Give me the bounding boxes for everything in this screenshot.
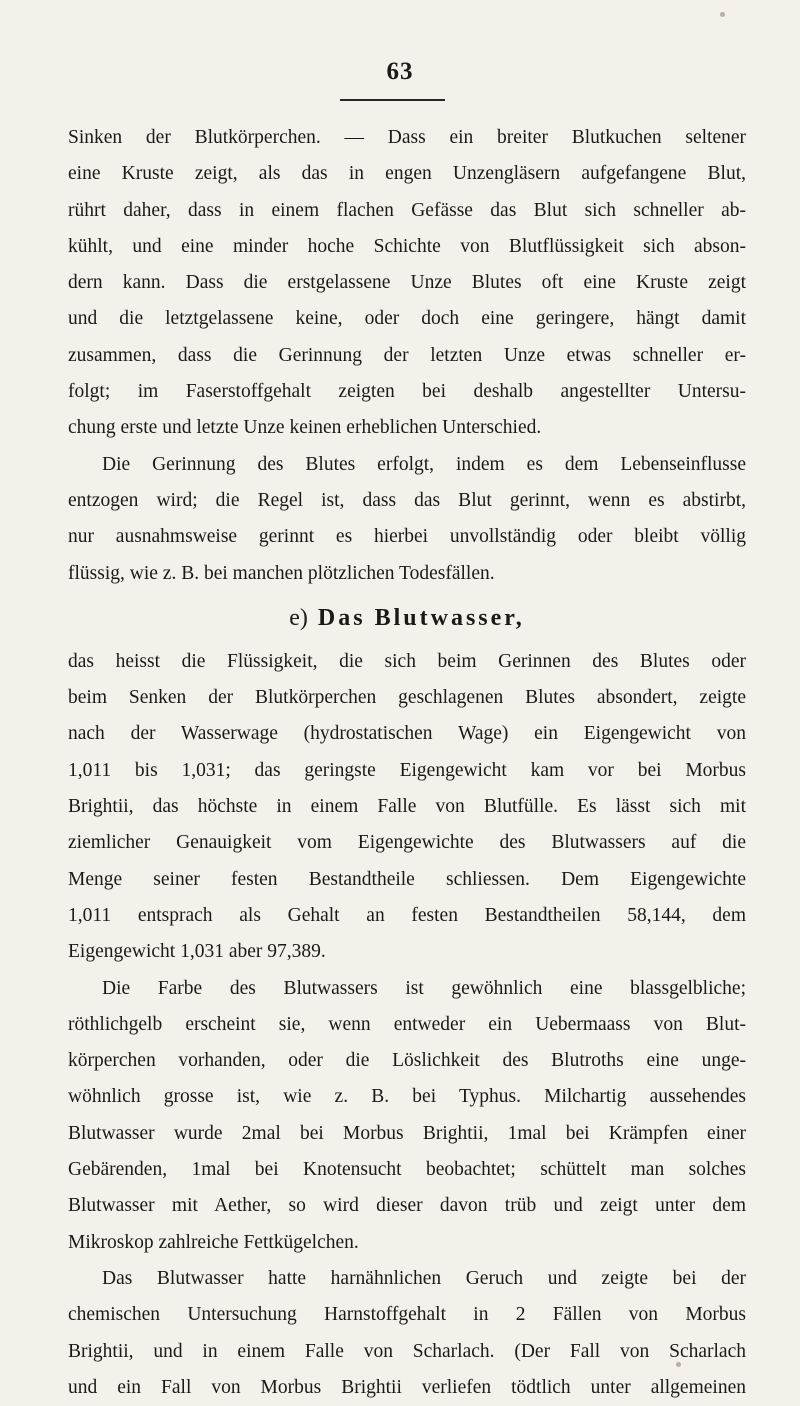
text-line: flüssig, wie z. B. bei manchen plötzlichen Todesfällen. bbox=[68, 562, 495, 584]
text-line: das heisst die Flüssigkeit, die sich beim Gerinnen des Blutes oder bbox=[68, 650, 746, 672]
paragraph-5 bbox=[68, 1261, 746, 1406]
text-line: dern kann. Dass die erstgelassene Unze Blutes oft eine Kruste zeigt bbox=[68, 272, 746, 294]
paragraph-1 bbox=[68, 120, 746, 447]
page-number: 63 bbox=[386, 58, 414, 85]
text-line: kühlt, und eine minder hoche Schichte von Blutflüssigkeit sich abson- bbox=[68, 235, 746, 257]
section-heading bbox=[68, 592, 746, 644]
text-line: wöhnlich grosse ist, wie z. B. bei Typhus. Milchartig aussehendes bbox=[68, 1086, 746, 1108]
text-line: Brightii, und in einem Falle von Scharlach. (Der Fall von Scharlach bbox=[68, 1340, 746, 1362]
paragraph-2 bbox=[68, 447, 746, 592]
text-line: chemischen Untersuchung Harnstoffgehalt in 2 Fällen von Morbus bbox=[68, 1304, 746, 1326]
section-title: Das Blutwasser, bbox=[317, 604, 525, 631]
text-line: ziemlicher Genauigkeit vom Eigengewichte des Blutwassers auf die bbox=[68, 832, 746, 854]
text-line: eine Kruste zeigt, als das in engen Unzengläsern aufgefangene Blut, bbox=[68, 163, 746, 185]
paragraph-3 bbox=[68, 644, 746, 971]
text-line: Die Gerinnung des Blutes erfolgt, indem es dem Lebenseinflusse bbox=[102, 453, 746, 475]
text-line: nur ausnahmsweise gerinnt es hierbei unvollständig oder bleibt völlig bbox=[68, 526, 746, 548]
text-line: entzogen wird; die Regel ist, dass das Blut gerinnt, wenn es abstirbt, bbox=[68, 489, 746, 511]
text-line: 1,011 entsprach als Gehalt an festen Bestandtheilen 58,144, dem bbox=[68, 904, 746, 926]
text-line: Das Blutwasser hatte harnähnlichen Geruch und zeigte bei der bbox=[102, 1267, 746, 1289]
text-line: körperchen vorhanden, oder die Löslichkeit des Blutroths eine unge- bbox=[68, 1050, 746, 1072]
text-line: Eigengewicht 1,031 aber 97,389. bbox=[68, 941, 326, 963]
text-line: Die Farbe des Blutwassers ist gewöhnlich eine blassgelbliche; bbox=[102, 977, 746, 999]
text-line: Brightii, das höchste in einem Falle von Blutfülle. Es lässt sich mit bbox=[68, 796, 746, 818]
text-line: beim Senken der Blutkörperchen geschlagenen Blutes absondert, zeigte bbox=[68, 687, 746, 709]
text-line: Sinken der Blutkörperchen. — Dass ein breiter Blutkuchen seltener bbox=[68, 127, 746, 148]
text-line: nach der Wasserwage (hydrostatischen Wage) ein Eigengewicht von bbox=[68, 723, 746, 745]
text-line: Mikroskop zahlreiche Fettkügelchen. bbox=[68, 1231, 359, 1253]
section-label: e) bbox=[289, 604, 308, 631]
text-line: chung erste und letzte Unze keinen erheblichen Unterschied. bbox=[68, 417, 542, 439]
page-number-rule bbox=[340, 99, 445, 101]
text-line: und ein Fall von Morbus Brightii verliefen tödtlich unter allgemeinen bbox=[68, 1376, 746, 1398]
text-line: Gebärenden, 1mal bei Knotensucht beobachtet; schüttelt man solches bbox=[68, 1159, 746, 1181]
text-line: Blutwasser wurde 2mal bei Morbus Brightii, 1mal bei Krämpfen einer bbox=[68, 1122, 746, 1144]
text-line: folgt; im Faserstoffgehalt zeigten bei deshalb angestellter Untersu- bbox=[68, 381, 746, 403]
text-line: 1,011 bis 1,031; das geringste Eigengewicht kam vor bei Morbus bbox=[68, 759, 746, 781]
text-line: röthlichgelb erscheint sie, wenn entweder ein Uebermaass von Blut- bbox=[68, 1013, 746, 1035]
text-line: Menge seiner festen Bestandtheile schliessen. Dem Eigengewichte bbox=[68, 868, 746, 890]
paragraph-4 bbox=[68, 971, 746, 1261]
text-line: und die letztgelassene keine, oder doch eine geringere, hängt damit bbox=[68, 308, 746, 330]
text-line: Blutwasser mit Aether, so wird dieser davon trüb und zeigt unter dem bbox=[68, 1195, 746, 1217]
text-line: zusammen, dass die Gerinnung der letzten Unze etwas schneller er- bbox=[68, 344, 746, 366]
text-line: rührt daher, dass in einem flachen Gefässe das Blut sich schneller ab- bbox=[68, 199, 746, 221]
paper-speck bbox=[720, 12, 725, 17]
body-text bbox=[68, 120, 746, 1406]
